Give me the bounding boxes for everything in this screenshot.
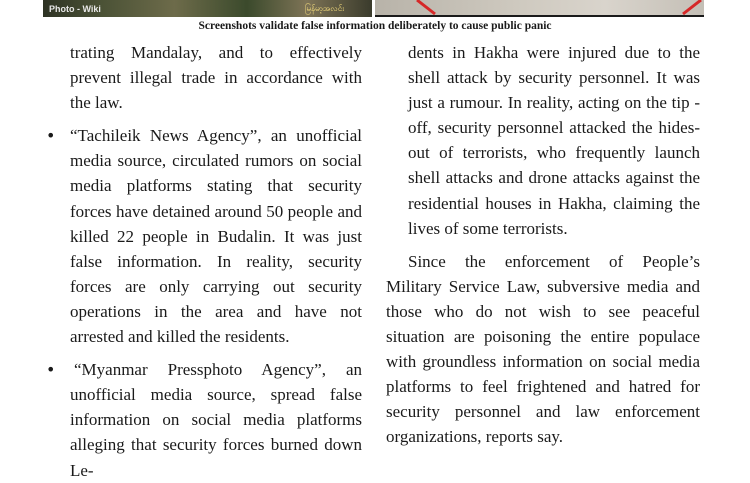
bullet-text: “Tachileik News Agency”, an unofficial media source, circulated rumors on social media platforms stating that security forces have detained around 50 people and killed 22 people in Budalin. It was just false information. In reality, security forces are only carrying out security operations in the area and have not arrested and killed the residents. bbox=[70, 126, 362, 347]
right-column bbox=[386, 40, 700, 450]
bullet-item bbox=[46, 357, 362, 482]
photo-credit: Photo - Wiki bbox=[49, 4, 101, 14]
photo-left-panel bbox=[43, 0, 372, 17]
left-column bbox=[46, 40, 362, 483]
bullet-text: “Myanmar Pressphoto Agency”, an unofficial media source, spread false information on social media platforms alleging that security forces burned down Le- bbox=[70, 360, 362, 480]
photo-overlay-text: မြန်မာ့အလင်း bbox=[305, 4, 345, 13]
photo-caption: Screenshots validate false information deliberately to cause public panic bbox=[198, 20, 552, 32]
red-cross-mark-icon bbox=[415, 0, 455, 16]
bullet-item bbox=[46, 123, 362, 349]
red-cross-mark-icon bbox=[663, 0, 703, 16]
bullet-dot-icon: • bbox=[46, 360, 56, 380]
body-paragraph: Since the enforcement of People’s Military Service Law, subversive media and those who do not wish to see peaceful situation are poisoning the entire populace with groundless information on social media platforms to feel frightened and hatred for security personnel and law enforcement organizations, reports say. bbox=[386, 251, 700, 447]
continued-paragraph: trating Mandalay, and to effectively prevent illegal trade in accordance with the law. bbox=[70, 43, 362, 113]
continued-paragraph: dents in Hakha were injured due to the shell attack by security personnel. It was just a rumour. In reality, acting on the tip -off, security personnel attacked the hides-out of terrorists, who frequently launch shell attacks and drone attacks against the residential houses in Hakha, claiming the lives of some terrorists. bbox=[408, 43, 700, 238]
article-photo bbox=[43, 0, 704, 17]
bullet-dot-icon: • bbox=[46, 126, 56, 146]
